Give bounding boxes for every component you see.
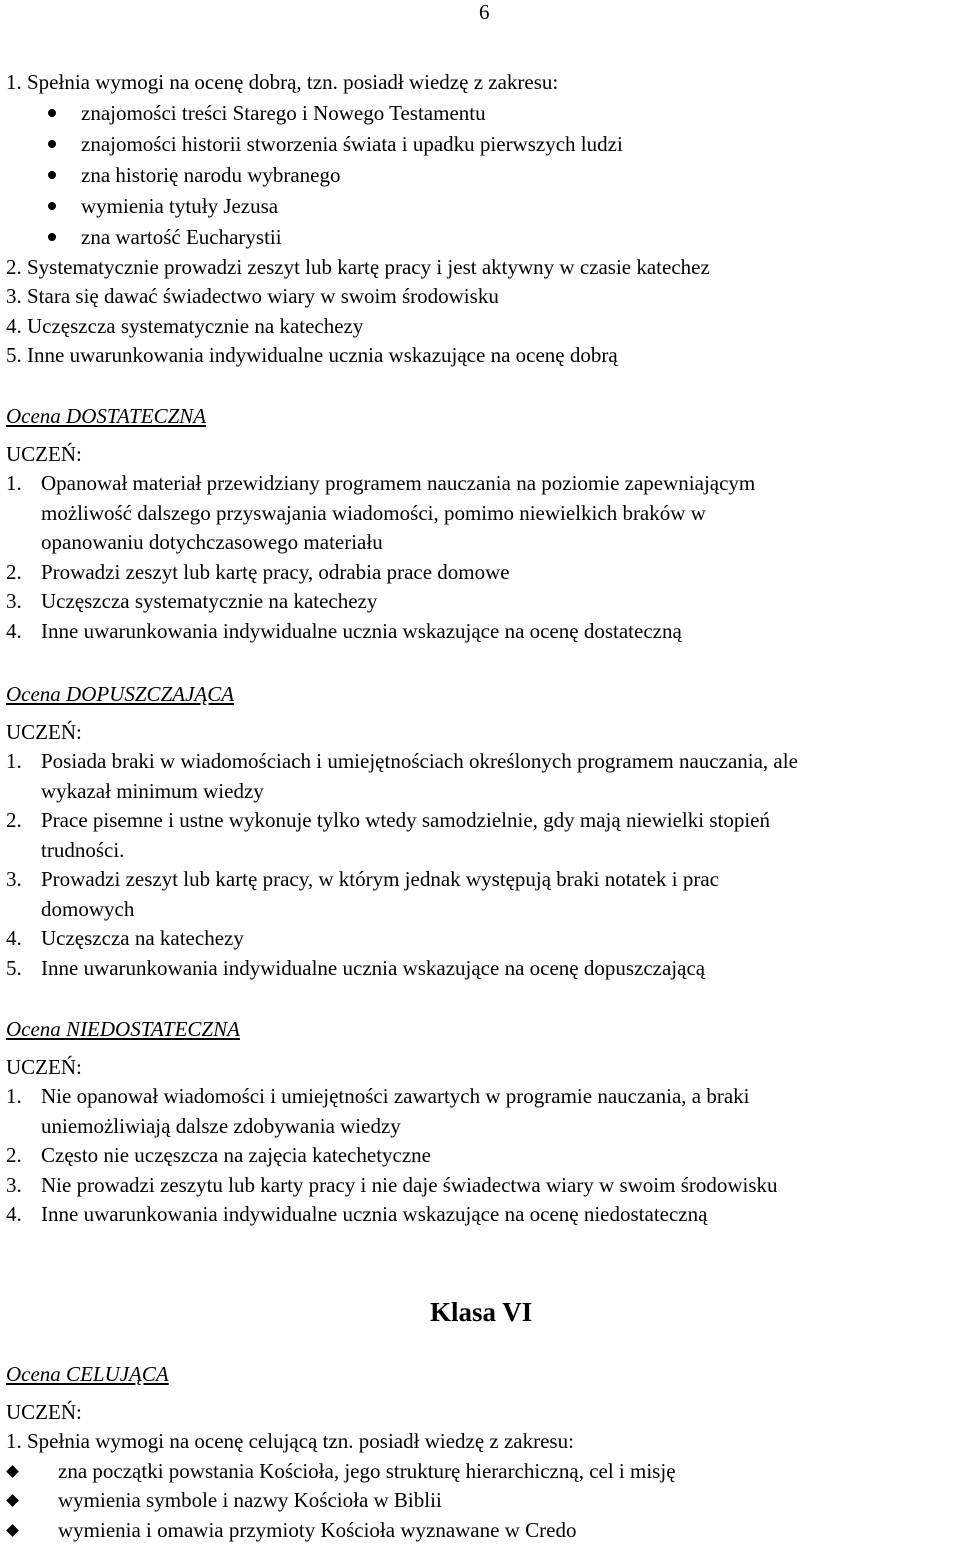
bullet-text: znajomości historii stworzenia świata i upadku pierwszych ludzi bbox=[81, 131, 623, 156]
item-number: 4. bbox=[6, 926, 22, 950]
class-title: Klasa VI bbox=[430, 1297, 533, 1327]
item-number: 2. bbox=[6, 254, 22, 279]
list-item bbox=[6, 954, 960, 984]
list-item bbox=[6, 341, 960, 371]
item-number: 4. bbox=[6, 618, 22, 643]
uczen-label: UCZEŃ: bbox=[6, 1399, 82, 1424]
list-item bbox=[6, 806, 960, 865]
item-text: Stara się dawać świadectwo wiary w swoim środowisku bbox=[27, 284, 499, 308]
list-item bbox=[6, 865, 960, 924]
bullet-item bbox=[6, 1516, 960, 1546]
item-number: 5. bbox=[6, 343, 22, 367]
bullet-icon bbox=[48, 233, 56, 241]
item-number: 2. bbox=[6, 559, 22, 584]
item-text: Prace pisemne i ustne wykonuje tylko wtedy samodzielnie, gdy mają niewielki stopień bbox=[41, 808, 771, 832]
item-number: 4. bbox=[6, 313, 22, 338]
bullet-icon bbox=[48, 202, 56, 210]
item-number: 3. bbox=[6, 589, 22, 613]
list-item bbox=[6, 282, 960, 312]
item-text: Prowadzi zeszyt lub kartę pracy, odrabia prace domowe bbox=[41, 559, 510, 584]
bullet-item bbox=[6, 129, 960, 160]
item-text: Uczęszcza systematycznie na katechezy bbox=[41, 589, 378, 613]
uczen-label: UCZEŃ: bbox=[6, 441, 82, 466]
item-text: Inne uwarunkowania indywidualne ucznia wskazujące na ocenę dostateczną bbox=[41, 618, 682, 643]
diamond-bullet-icon bbox=[6, 1524, 19, 1537]
item-text: wykazał minimum wiedzy bbox=[41, 778, 264, 803]
item-text: opanowaniu dotychczasowego materiału bbox=[41, 530, 383, 554]
item-text: Często nie uczęszcza na zajęcia katechetyczne bbox=[41, 1143, 431, 1167]
section-dopuszczajaca bbox=[6, 680, 960, 983]
bullet-item bbox=[6, 191, 960, 222]
item-text: trudności. bbox=[41, 837, 125, 862]
section-heading: Ocena DOPUSZCZAJĄCA bbox=[6, 682, 235, 706]
item-number: 1. bbox=[6, 471, 22, 495]
bullet-item bbox=[6, 160, 960, 191]
item-text: Spełnia wymogi na ocenę celującą tzn. posiadł wiedzę z zakresu: bbox=[27, 1429, 574, 1453]
list-item bbox=[6, 587, 960, 617]
item-text: Prowadzi zeszyt lub kartę pracy, w którym jednak występują braki notatek i prac bbox=[41, 867, 719, 891]
block-dobra bbox=[6, 68, 960, 371]
item-number: 3. bbox=[6, 284, 22, 308]
list-item bbox=[6, 253, 960, 283]
diamond-bullet-icon bbox=[6, 1465, 19, 1478]
item-text: Nie prowadzi zeszytu lub karty pracy i nie daje świadectwa wiary w swoim środowisku bbox=[41, 1172, 778, 1197]
section-celujaca bbox=[6, 1360, 960, 1545]
bullet-item bbox=[6, 98, 960, 129]
item-text: Opanował materiał przewidziany programem nauczania na poziomie zapewniającym bbox=[41, 471, 756, 495]
item-text: uniemożliwiają dalsze zdobywania wiedzy bbox=[41, 1113, 401, 1138]
item-text: domowych bbox=[41, 896, 135, 921]
uczen-label: UCZEŃ: bbox=[6, 719, 82, 744]
list-item bbox=[6, 617, 960, 647]
bullet-text: wymienia tytuły Jezusa bbox=[81, 193, 279, 218]
item-text: Spełnia wymogi na ocenę dobrą, tzn. posiadł wiedzę z zakresu: bbox=[27, 70, 559, 94]
item-number: 1. bbox=[6, 70, 22, 94]
section-heading: Ocena DOSTATECZNA bbox=[6, 404, 207, 428]
item-number: 1. bbox=[6, 1084, 22, 1108]
item-text: Inne uwarunkowania indywidualne ucznia wskazujące na ocenę dobrą bbox=[27, 343, 618, 367]
bullet-icon bbox=[48, 109, 56, 117]
list-item bbox=[6, 1082, 960, 1141]
item-text: Posiada braki w wiadomościach i umiejętnościach określonych programem nauczania, ale bbox=[41, 749, 798, 773]
bullet-item bbox=[6, 1457, 960, 1487]
item-text: Inne uwarunkowania indywidualne ucznia wskazujące na ocenę niedostateczną bbox=[41, 1202, 708, 1226]
bullet-text: znajomości treści Starego i Nowego Testamentu bbox=[81, 100, 486, 125]
section-dostateczna bbox=[6, 402, 960, 646]
bullet-item bbox=[6, 222, 960, 253]
bullet-icon bbox=[48, 140, 56, 148]
item-number: 4. bbox=[6, 1202, 22, 1226]
item-number: 3. bbox=[6, 1172, 22, 1197]
list-item bbox=[6, 68, 960, 98]
item-text: Systematycznie prowadzi zeszyt lub kartę pracy i jest aktywny w czasie katechez bbox=[27, 254, 710, 279]
section-heading: Ocena CELUJĄCA bbox=[6, 1362, 169, 1386]
list-item bbox=[6, 924, 960, 954]
list-item bbox=[6, 1171, 960, 1201]
list-item bbox=[6, 1427, 960, 1457]
item-number: 2. bbox=[6, 808, 22, 832]
bullet-text: zna historię narodu wybranego bbox=[81, 162, 341, 187]
page-number: 6 bbox=[479, 0, 490, 24]
item-number: 5. bbox=[6, 955, 22, 980]
item-text: możliwość dalszego przyswajania wiadomości, pomimo niewielkich braków w bbox=[41, 500, 706, 525]
item-number: 1. bbox=[6, 749, 22, 773]
bullet-item bbox=[6, 1486, 960, 1516]
item-text: Uczęszcza na katechezy bbox=[41, 926, 244, 950]
item-number: 2. bbox=[6, 1143, 22, 1167]
list-item bbox=[6, 558, 960, 588]
bullet-icon bbox=[48, 171, 56, 179]
section-niedostateczna bbox=[6, 1015, 960, 1230]
bullet-text: wymienia i omawia przymioty Kościoła wyznawane w Credo bbox=[58, 1517, 577, 1542]
uczen-label: UCZEŃ: bbox=[6, 1054, 82, 1079]
item-number: 1. bbox=[6, 1429, 22, 1453]
diamond-bullet-icon bbox=[6, 1494, 19, 1507]
bullet-text: wymienia symbole i nazwy Kościoła w Biblii bbox=[58, 1488, 442, 1512]
list-item bbox=[6, 747, 960, 806]
item-text: Uczęszcza systematycznie na katechezy bbox=[27, 313, 364, 338]
bullet-text: zna początki powstania Kościoła, jego strukturę hierarchiczną, cel i misję bbox=[58, 1458, 676, 1483]
section-heading: Ocena NIEDOSTATECZNA bbox=[6, 1017, 240, 1041]
item-text: Inne uwarunkowania indywidualne ucznia wskazujące na ocenę dopuszczającą bbox=[41, 955, 706, 980]
list-item bbox=[6, 312, 960, 342]
item-text: Nie opanował wiadomości i umiejętności zawartych w programie nauczania, a braki bbox=[41, 1084, 750, 1108]
list-item bbox=[6, 1141, 960, 1171]
list-item bbox=[6, 1200, 960, 1230]
list-item bbox=[6, 469, 960, 558]
bullet-text: zna wartość Eucharystii bbox=[81, 224, 282, 249]
item-number: 3. bbox=[6, 867, 22, 891]
